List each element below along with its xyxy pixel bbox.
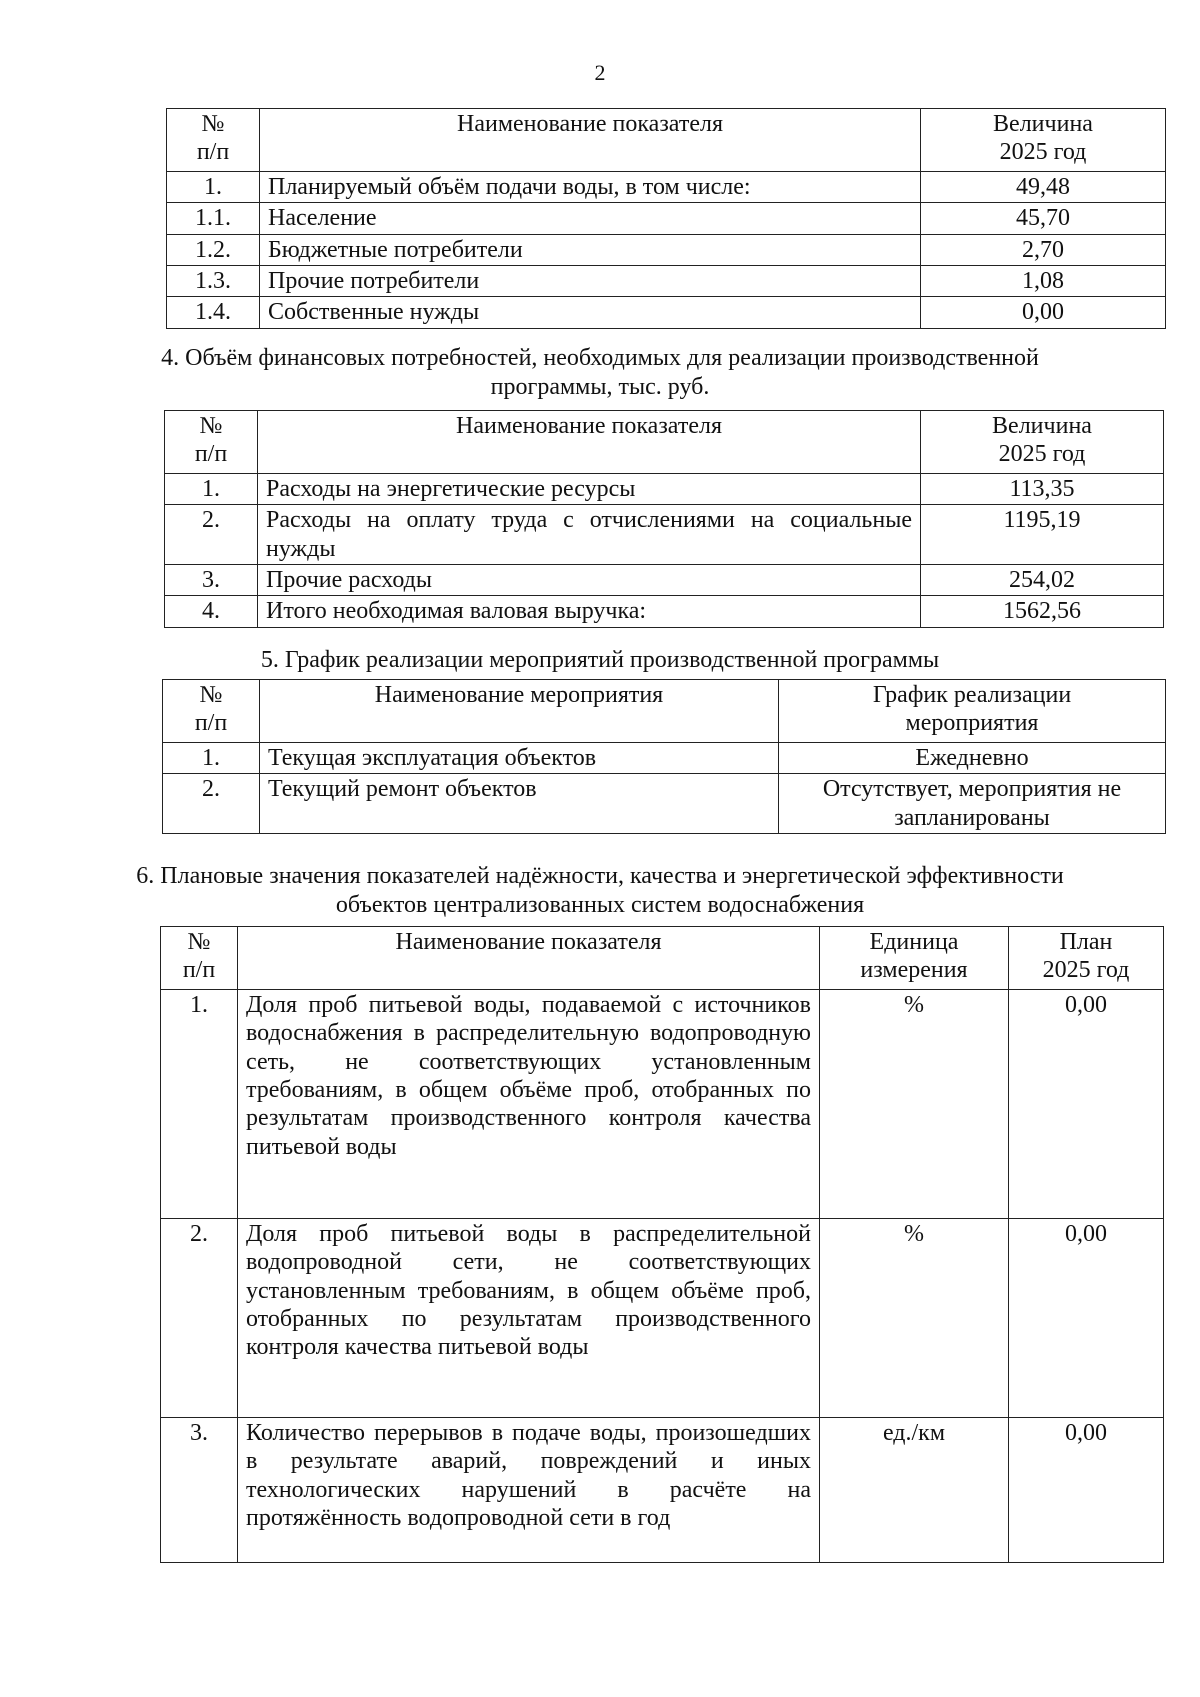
row-num: 4. [165, 596, 258, 627]
header-num: № п/п [167, 109, 260, 172]
row-unit: % [820, 990, 1009, 1219]
row-plan: 0,00 [1009, 1418, 1164, 1563]
row-value: 254,02 [921, 564, 1164, 595]
row-name: Текущий ремонт объектов [260, 774, 779, 834]
table-row [167, 172, 1166, 203]
row-num: 2. [161, 1219, 238, 1418]
row-value: 1,08 [921, 265, 1166, 296]
row-name: Количество перерывов в подаче воды, произошедших в результате аварий, повреждений и иных технологических нарушений в расчёте на протяжённость водопроводной сети в год [238, 1418, 820, 1563]
table-row [165, 505, 1164, 565]
row-num: 1.2. [167, 234, 260, 265]
row-schedule: Отсутствует, мероприятия не запланированы [779, 774, 1166, 834]
table-row [161, 1418, 1164, 1563]
row-value: 49,48 [921, 172, 1166, 203]
row-name: Население [260, 203, 921, 234]
row-name: Текущая эксплуатация объектов [260, 743, 779, 774]
section-4-title: 4. Объём финансовых потребностей, необходимых для реализации производственной программы, тыс. руб. [161, 345, 1039, 400]
row-unit: % [820, 1219, 1009, 1418]
header-name: Наименование показателя [258, 411, 921, 474]
financial-needs-table [164, 410, 1164, 628]
table-row [163, 774, 1166, 834]
row-num: 1. [161, 990, 238, 1219]
row-plan: 0,00 [1009, 1219, 1164, 1418]
row-value: 1562,56 [921, 596, 1164, 627]
header-unit: Единица измерения [820, 927, 1009, 990]
row-name: Расходы на энергетические ресурсы [258, 474, 921, 505]
row-name: Прочие расходы [258, 564, 921, 595]
row-value: 45,70 [921, 203, 1166, 234]
row-num: 3. [165, 564, 258, 595]
row-num: 2. [163, 774, 260, 834]
row-num: 1. [165, 474, 258, 505]
row-name: Расходы на оплату труда с отчислениями на социальные нужды [258, 505, 921, 565]
section-6-title: 6. Плановые значения показателей надёжности, качества и энергетической эффективности объектов централизованных систем водоснабжения [136, 863, 1064, 918]
row-name: Бюджетные потребители [260, 234, 921, 265]
row-num: 1.4. [167, 297, 260, 328]
table-row [161, 1219, 1164, 1418]
row-value: 0,00 [921, 297, 1166, 328]
header-num: № п/п [163, 680, 260, 743]
header-plan: План 2025 год [1009, 927, 1164, 990]
header-num: № п/п [165, 411, 258, 474]
table-row [165, 564, 1164, 595]
row-unit: ед./км [820, 1418, 1009, 1563]
table-row [161, 990, 1164, 1219]
row-schedule: Ежедневно [779, 743, 1166, 774]
row-name: Собственные нужды [260, 297, 921, 328]
row-name: Итого необходимая валовая выручка: [258, 596, 921, 627]
table-header-row [163, 680, 1166, 743]
indicators-table [160, 926, 1164, 1563]
header-value: Величина 2025 год [921, 411, 1164, 474]
table-header-row [165, 411, 1164, 474]
row-value: 1195,19 [921, 505, 1164, 565]
row-num: 1. [163, 743, 260, 774]
header-schedule: График реализации мероприятия [779, 680, 1166, 743]
page-number: 2 [594, 60, 606, 85]
row-name: Планируемый объём подачи воды, в том числе: [260, 172, 921, 203]
row-value: 113,35 [921, 474, 1164, 505]
row-plan: 0,00 [1009, 990, 1164, 1219]
table-row [167, 234, 1166, 265]
header-num: № п/п [161, 927, 238, 990]
header-name: Наименование показателя [260, 109, 921, 172]
row-name: Прочие потребители [260, 265, 921, 296]
table-row [165, 474, 1164, 505]
header-value: Величина 2025 год [921, 109, 1166, 172]
table-row [167, 265, 1166, 296]
table-header-row [161, 927, 1164, 990]
table-header-row [167, 109, 1166, 172]
row-num: 3. [161, 1418, 238, 1563]
table-row [165, 596, 1164, 627]
table-row [167, 297, 1166, 328]
row-num: 1. [167, 172, 260, 203]
schedule-table [162, 679, 1166, 834]
row-name: Доля проб питьевой воды в распределительной водопроводной сети, не соответствующих установленным требованиям, в общем объёме проб, отобранных по результатам производственного контроля качества питьевой воды [238, 1219, 820, 1418]
row-num: 1.3. [167, 265, 260, 296]
water-supply-table [166, 108, 1166, 329]
row-name: Доля проб питьевой воды, подаваемой с источников водоснабжения в распределительную водопроводную сеть, не соответствующих установленным требованиям, в общем объёме проб, отобранных по результатам производственного контроля качества питьевой воды [238, 990, 820, 1219]
row-num: 2. [165, 505, 258, 565]
table-row [163, 743, 1166, 774]
header-name: Наименование мероприятия [260, 680, 779, 743]
header-name: Наименование показателя [238, 927, 820, 990]
row-num: 1.1. [167, 203, 260, 234]
row-value: 2,70 [921, 234, 1166, 265]
section-5-title: 5. График реализации мероприятий производственной программы [260, 647, 940, 673]
table-row [167, 203, 1166, 234]
